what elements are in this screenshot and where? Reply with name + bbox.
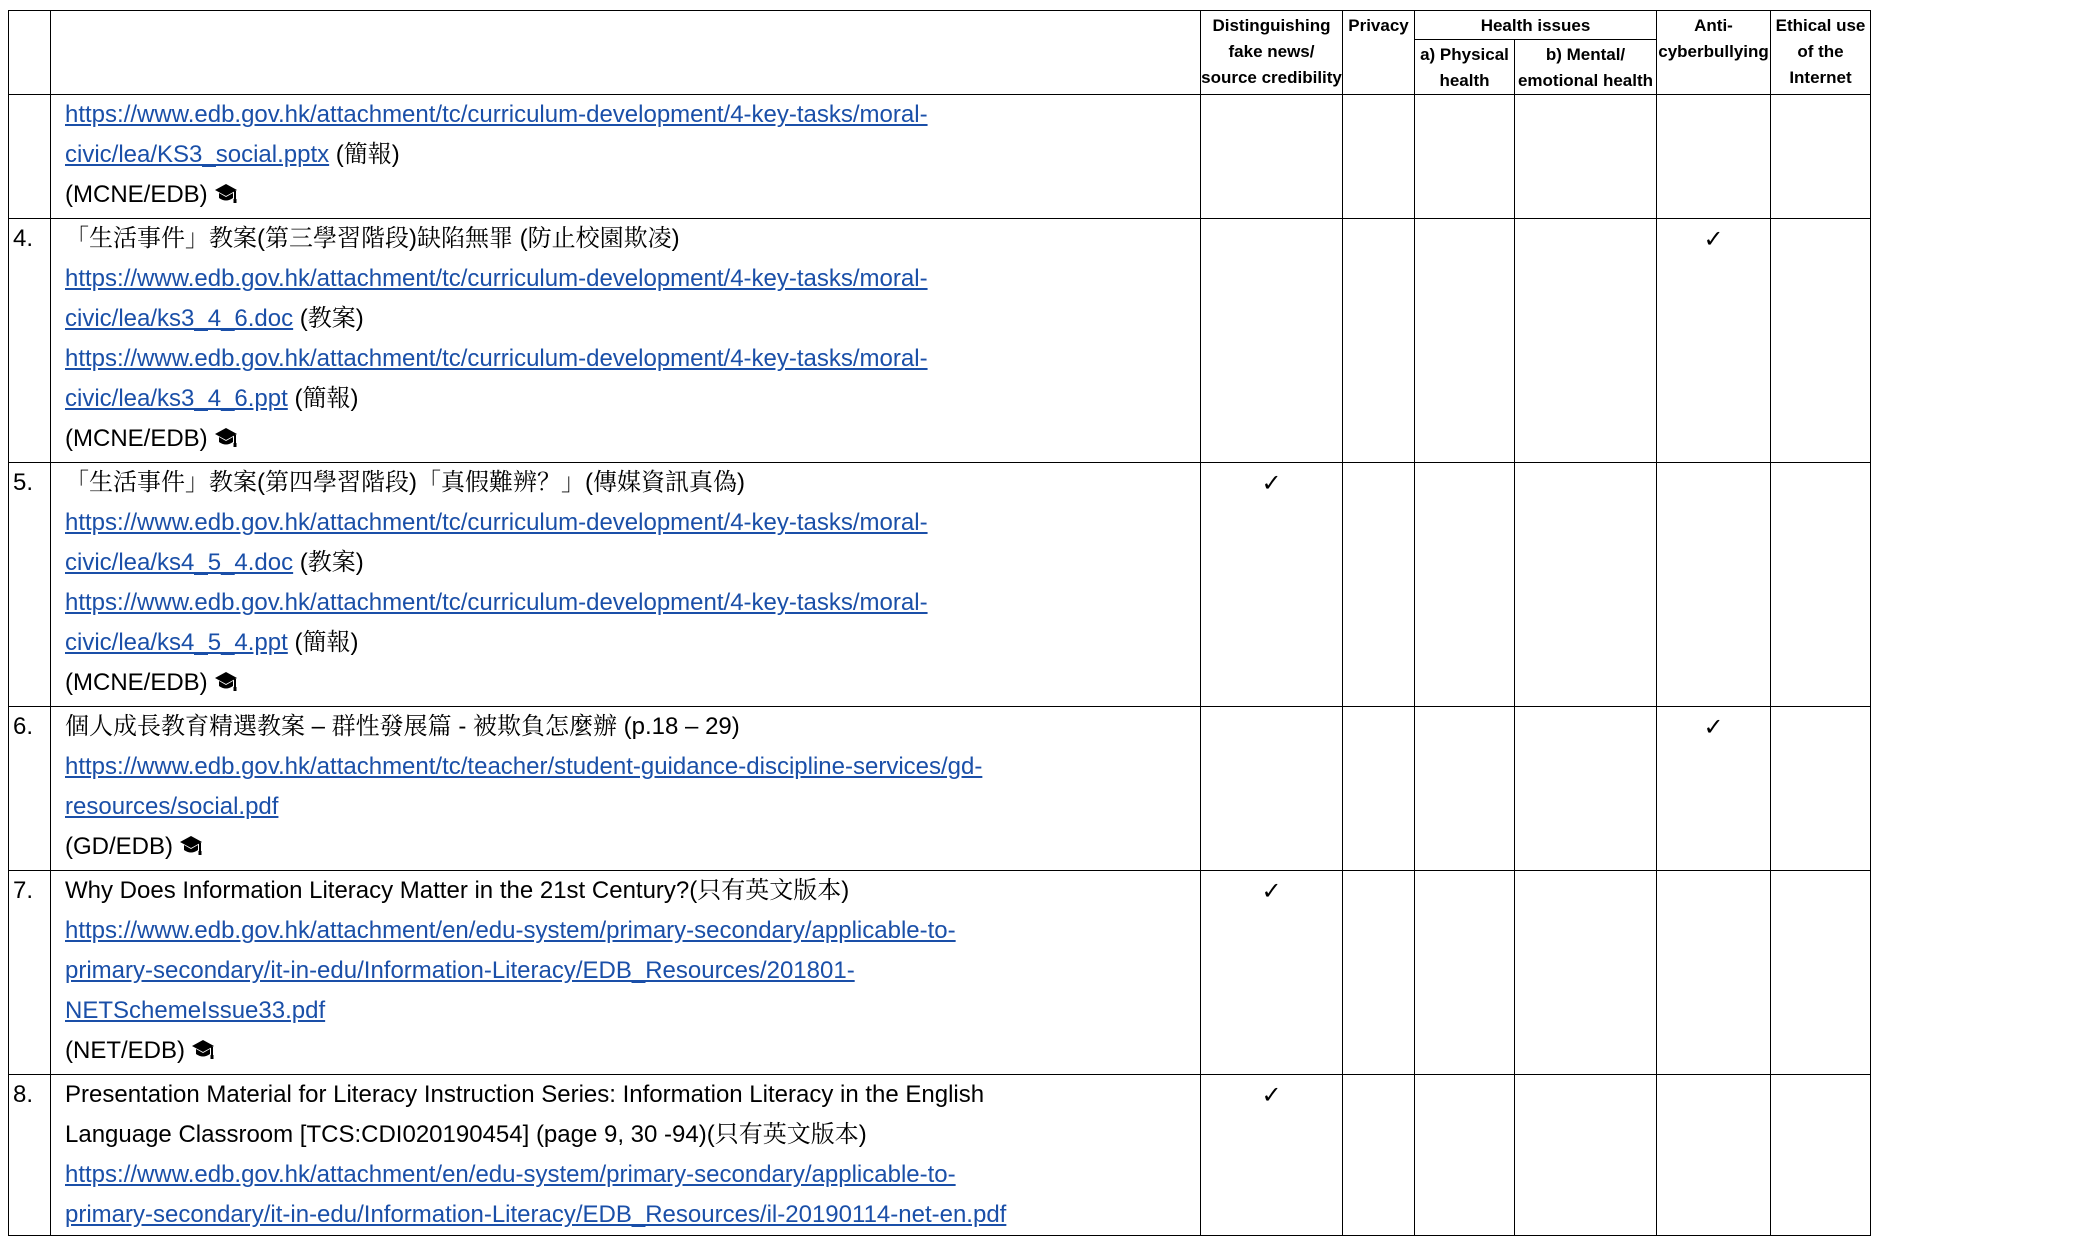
mark-anti-cyberbullying: ✓ — [1657, 219, 1771, 463]
source-label: (MCNE/EDB) — [65, 425, 208, 452]
mark-mental-health — [1515, 707, 1657, 871]
resource-link[interactable]: primary-secondary/it-in-edu/Information-Literacy/EDB_Resources/201801- — [65, 957, 855, 984]
mark-fake-news — [1201, 219, 1343, 463]
header-fake-news — [1201, 11, 1343, 95]
resource-title: 「生活事件」教案(第四學習階段)「真假難辨？」(傳媒資訊真偽) — [65, 469, 745, 496]
link-type-label: (簡報) — [287, 629, 359, 656]
mark-privacy — [1343, 95, 1415, 219]
table-body — [9, 95, 1871, 1236]
resource-link[interactable]: primary-secondary/it-in-edu/Information-Literacy/EDB_Resources/il-20190114-net-en.pdf — [65, 1201, 1007, 1228]
table-row — [9, 1075, 1871, 1236]
header-fake-news-line2: fake news/ — [1228, 42, 1315, 61]
header-privacy — [1343, 11, 1415, 95]
mark-physical-health — [1415, 707, 1515, 871]
link-type-label: (簡報) — [287, 385, 359, 412]
resource-link[interactable]: https://www.edb.gov.hk/attachment/en/edu-system/primary-secondary/applicable-to- — [65, 917, 956, 944]
source-line — [65, 419, 1196, 462]
mark-ethical-use — [1771, 463, 1871, 707]
source-line — [65, 663, 1196, 706]
link-line — [65, 747, 1196, 787]
mark-physical-health — [1415, 463, 1515, 707]
mark-mental-health — [1515, 219, 1657, 463]
table-row — [9, 95, 1871, 219]
table-row — [9, 871, 1871, 1075]
mark-privacy — [1343, 463, 1415, 707]
mark-ethical-use — [1771, 95, 1871, 219]
header-privacy-label: Privacy — [1348, 16, 1409, 35]
mark-privacy — [1343, 707, 1415, 871]
resource-cell — [51, 95, 1201, 219]
row-number: 6. — [9, 707, 51, 871]
link-line — [65, 951, 1196, 991]
resource-link[interactable]: civic/lea/ks4_5_4.ppt — [65, 629, 288, 656]
source-label: (NET/EDB) — [65, 1037, 185, 1064]
resource-link[interactable]: https://www.edb.gov.hk/attachment/tc/curriculum-development/4-key-tasks/moral- — [65, 589, 928, 616]
mark-physical-health — [1415, 95, 1515, 219]
source-line — [65, 175, 1196, 218]
row-number: 4. — [9, 219, 51, 463]
source-label: (MCNE/EDB) — [65, 669, 208, 696]
mark-fake-news — [1201, 95, 1343, 219]
table-row — [9, 463, 1871, 707]
header-num-cell — [9, 11, 51, 95]
source-line — [65, 1031, 1196, 1074]
graduation-cap-icon — [179, 830, 203, 870]
link-line — [65, 623, 1196, 663]
link-line — [65, 787, 1196, 827]
resource-link[interactable]: civic/lea/ks3_4_6.doc — [65, 305, 294, 332]
mark-privacy — [1343, 1075, 1415, 1236]
link-type-label: (教案) — [293, 305, 364, 332]
resource-link[interactable]: civic/lea/KS3_social.pptx — [65, 141, 330, 168]
link-line — [65, 299, 1196, 339]
mark-fake-news: ✓ — [1201, 463, 1343, 707]
link-line — [65, 339, 1196, 379]
link-line — [65, 911, 1196, 951]
link-line — [65, 1195, 1196, 1235]
link-line — [65, 95, 1196, 135]
resource-cell — [51, 463, 1201, 707]
graduation-cap-icon — [214, 178, 238, 218]
resource-title: Why Does Information Literacy Matter in the 21st Century?(只有英文版本) — [65, 877, 850, 904]
header-content-cell — [51, 11, 1201, 95]
header-row — [9, 11, 1871, 40]
link-line — [65, 503, 1196, 543]
resource-title: 「生活事件」教案(第三學習階段)缺陷無罪 (防止校園欺凌) — [65, 225, 680, 252]
link-line — [65, 379, 1196, 419]
resource-link[interactable]: NETSchemeIssue33.pdf — [65, 997, 326, 1024]
mark-ethical-use — [1771, 707, 1871, 871]
mark-mental-health — [1515, 871, 1657, 1075]
link-line — [65, 135, 1196, 175]
header-ethical-use — [1771, 11, 1871, 95]
link-line — [65, 1155, 1196, 1195]
resource-link[interactable]: civic/lea/ks4_5_4.doc — [65, 549, 294, 576]
resource-title-line: Presentation Material for Literacy Instruction Series: Information Literacy in the English — [65, 1081, 985, 1108]
mark-mental-health — [1515, 95, 1657, 219]
resource-link[interactable]: https://www.edb.gov.hk/attachment/tc/curriculum-development/4-key-tasks/moral- — [65, 265, 928, 292]
resource-title: 個人成長教育精選教案 – 群性發展篇 - 被欺負怎麼辦 (p.18 – 29) — [65, 713, 740, 740]
header-mental-health — [1515, 40, 1657, 95]
mark-privacy — [1343, 219, 1415, 463]
link-type-label: (教案) — [293, 549, 364, 576]
graduation-cap-icon — [214, 422, 238, 462]
graduation-cap-icon — [191, 1034, 215, 1074]
resource-title-line: Language Classroom [TCS:CDI020190454] (page 9, 30 -94)(只有英文版本) — [65, 1121, 867, 1148]
header-anti-line2: cyberbullying — [1658, 42, 1769, 61]
mark-anti-cyberbullying: ✓ — [1657, 707, 1771, 871]
mark-mental-health — [1515, 1075, 1657, 1236]
mark-anti-cyberbullying — [1657, 95, 1771, 219]
header-anti-cyberbullying — [1657, 11, 1771, 95]
table-row — [9, 707, 1871, 871]
source-label: (MCNE/EDB) — [65, 181, 208, 208]
link-line — [65, 259, 1196, 299]
header-fake-news-line1: Distinguishing — [1212, 16, 1331, 35]
resource-link[interactable]: https://www.edb.gov.hk/attachment/tc/teacher/student-guidance-discipline-services/gd- — [65, 753, 983, 780]
resource-table — [8, 10, 1871, 1236]
graduation-cap-icon — [214, 666, 238, 706]
resource-link[interactable]: resources/social.pdf — [65, 793, 279, 820]
header-fake-news-line3: source credibility — [1201, 68, 1342, 87]
row-number: 8. — [9, 1075, 51, 1236]
header-physical-line1: a) Physical — [1420, 45, 1509, 64]
source-label: (GD/EDB) — [65, 833, 173, 860]
resource-link[interactable]: https://www.edb.gov.hk/attachment/tc/curriculum-development/4-key-tasks/moral- — [65, 101, 928, 128]
resource-link[interactable]: civic/lea/ks3_4_6.ppt — [65, 385, 288, 412]
mark-anti-cyberbullying — [1657, 871, 1771, 1075]
source-line — [65, 827, 1196, 870]
mark-ethical-use — [1771, 871, 1871, 1075]
mark-physical-health — [1415, 219, 1515, 463]
resource-cell — [51, 219, 1201, 463]
header-mental-line2: emotional health — [1517, 71, 1654, 90]
row-number: 7. — [9, 871, 51, 1075]
mark-mental-health — [1515, 463, 1657, 707]
resource-cell — [51, 1075, 1201, 1236]
header-health-label: Health issues — [1480, 16, 1591, 35]
mark-physical-health — [1415, 871, 1515, 1075]
link-line — [65, 543, 1196, 583]
mark-fake-news: ✓ — [1201, 871, 1343, 1075]
mark-ethical-use — [1771, 1075, 1871, 1236]
header-ethical-line3: Internet — [1789, 68, 1852, 87]
link-type-label: (簡報) — [329, 141, 400, 168]
header-health — [1415, 11, 1657, 40]
link-line — [65, 583, 1196, 623]
resource-link[interactable]: https://www.edb.gov.hk/attachment/tc/curriculum-development/4-key-tasks/moral- — [65, 509, 928, 536]
row-number: 5. — [9, 463, 51, 707]
mark-fake-news — [1201, 707, 1343, 871]
header-mental-line1: b) Mental/ — [1545, 45, 1626, 64]
header-ethical-line1: Ethical use — [1775, 16, 1866, 35]
header-anti-line1: Anti- — [1694, 16, 1733, 35]
row-number — [9, 95, 51, 219]
resource-link[interactable]: https://www.edb.gov.hk/attachment/en/edu-system/primary-secondary/applicable-to- — [65, 1161, 956, 1188]
mark-privacy — [1343, 871, 1415, 1075]
link-line — [65, 991, 1196, 1031]
header-physical-line2: health — [1439, 71, 1490, 90]
header-ethical-line2: of the — [1797, 42, 1844, 61]
resource-cell — [51, 871, 1201, 1075]
mark-physical-health — [1415, 1075, 1515, 1236]
resource-link[interactable]: https://www.edb.gov.hk/attachment/tc/curriculum-development/4-key-tasks/moral- — [65, 345, 928, 372]
table-row — [9, 219, 1871, 463]
mark-fake-news: ✓ — [1201, 1075, 1343, 1236]
mark-anti-cyberbullying — [1657, 1075, 1771, 1236]
resource-cell — [51, 707, 1201, 871]
mark-anti-cyberbullying — [1657, 463, 1771, 707]
mark-ethical-use — [1771, 219, 1871, 463]
header-physical-health — [1415, 40, 1515, 95]
